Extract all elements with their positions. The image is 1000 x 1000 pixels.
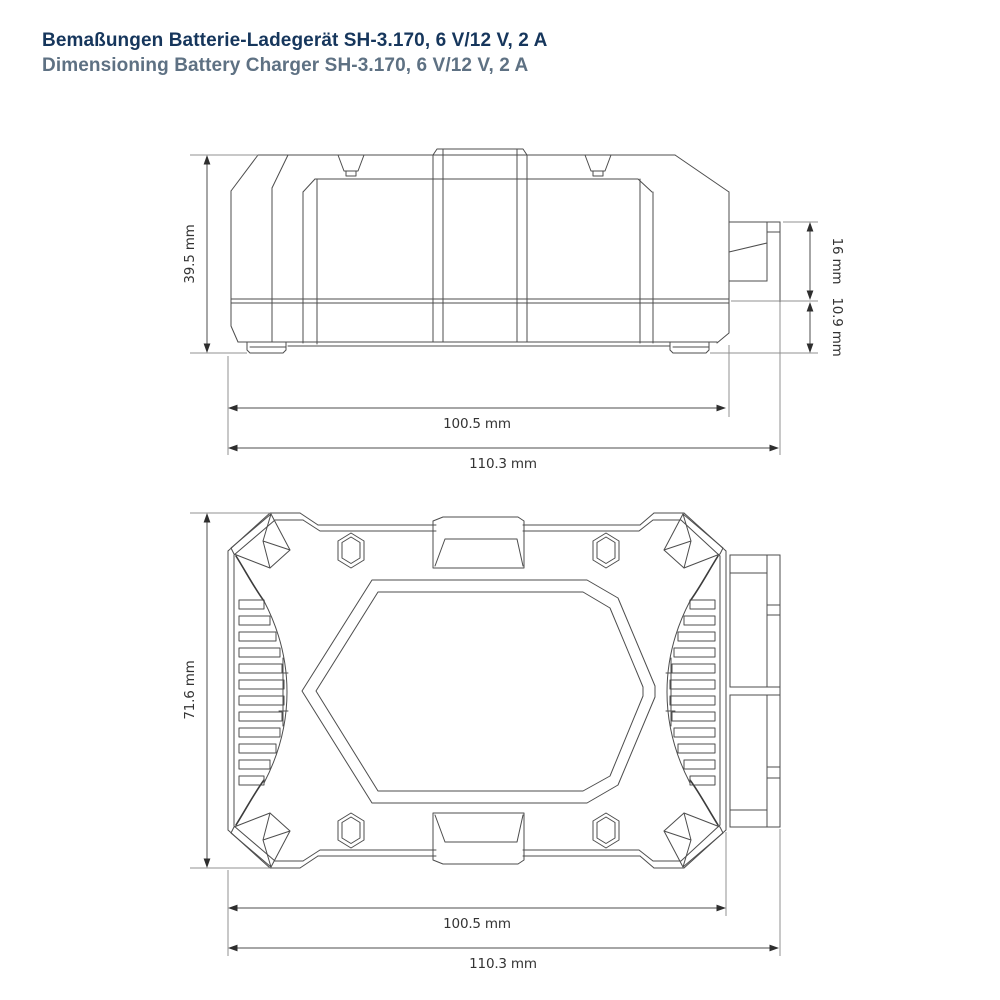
- side-view-drawing: [231, 149, 780, 353]
- dim-side-body-width: 100.5 mm: [443, 416, 511, 432]
- side-view-dimensions: [182, 155, 845, 472]
- mounting-tabs: [730, 555, 780, 827]
- vent-ribs-right: [670, 600, 715, 785]
- page-title: Bemaßungen Batterie-Ladegerät SH-3.170, 6 V/12 V, 2 A: [42, 30, 548, 51]
- dim-top-body-width: 100.5 mm: [443, 916, 511, 932]
- dim-side-overall-width: 110.3 mm: [469, 456, 537, 472]
- page-subtitle: Dimensioning Battery Charger SH-3.170, 6 V/12 V, 2 A: [42, 55, 529, 77]
- top-view-drawing: [228, 513, 780, 868]
- dim-side-overall-height: 39.5 mm: [182, 224, 198, 284]
- dim-top-overall-depth: 71.6 mm: [182, 660, 198, 720]
- dim-side-bracket-height: 16 mm: [829, 237, 845, 285]
- vent-ribs-left: [239, 600, 284, 785]
- top-view-dimensions: [182, 513, 780, 972]
- dim-side-lower-height: 10.9 mm: [829, 297, 845, 357]
- dim-top-overall-width: 110.3 mm: [469, 956, 537, 972]
